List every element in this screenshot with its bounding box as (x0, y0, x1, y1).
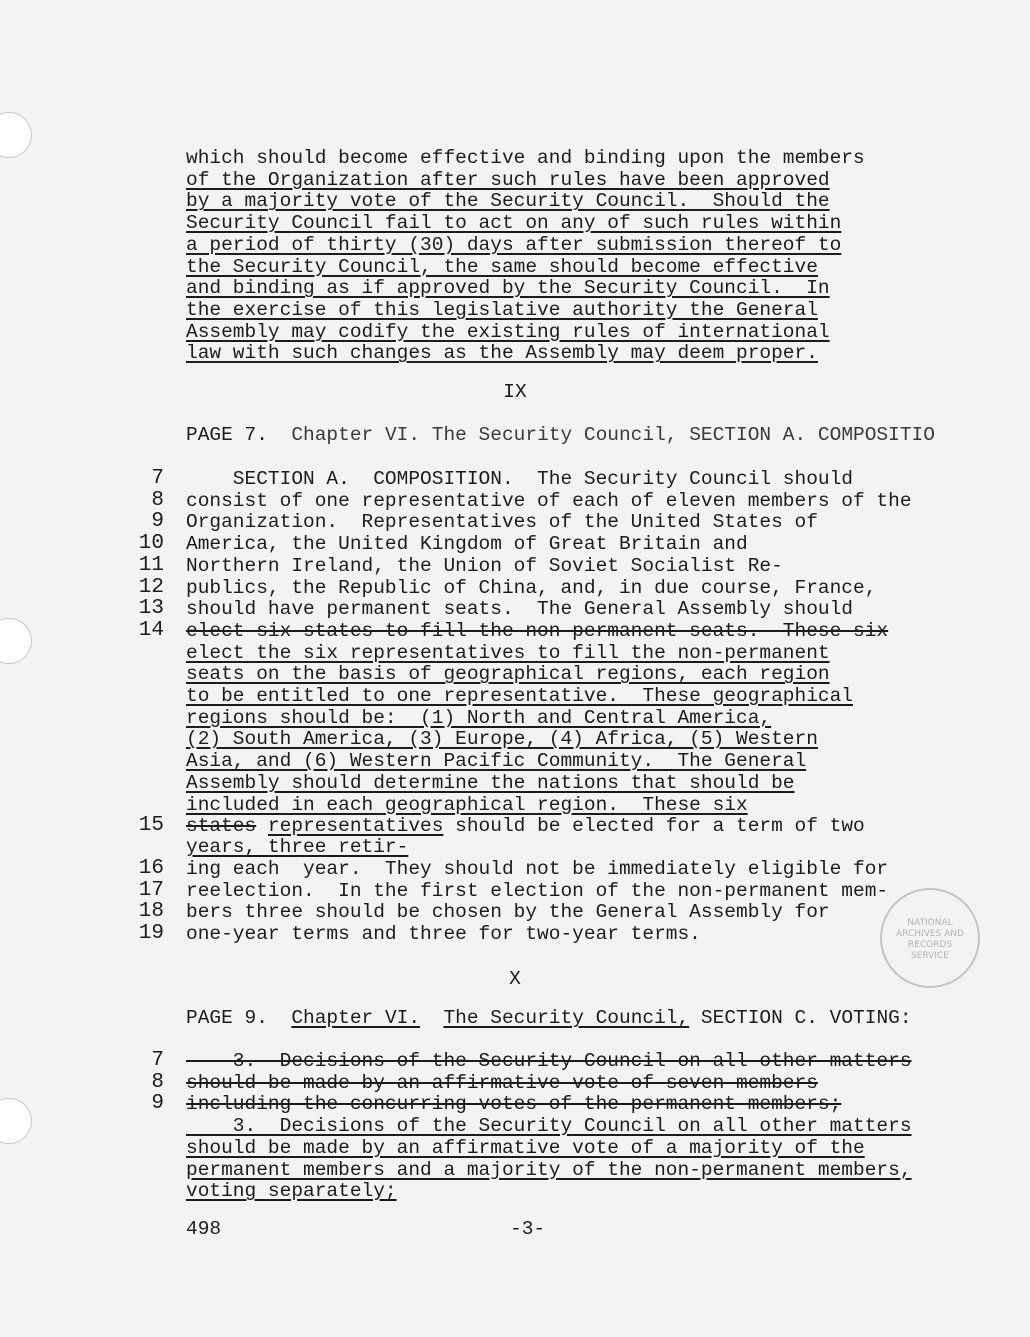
line-number: 12 (138, 575, 164, 599)
line-number: 13 (138, 597, 164, 621)
punch-hole (0, 618, 32, 664)
line-number: 19 (138, 922, 164, 946)
line-number: 8 (151, 1070, 164, 1094)
text-line: should-be-made-by-an-affirmative-vote-of-seven-members (186, 1071, 818, 1094)
text-line: voting separately; (186, 1180, 397, 1203)
page-number: -3- (510, 1218, 546, 1240)
text-line: the exercise of this legislative authority the General (186, 298, 818, 321)
text-line: Assembly may codify the existing rules of international (186, 320, 830, 343)
page9-label: PAGE 9. (186, 1007, 268, 1029)
line-number: 10 (138, 532, 164, 556)
text-line: publics, the Republic of China, and, in due course, France, (186, 576, 877, 599)
text-line: and binding as if approved by the Security Council. In (186, 277, 830, 300)
text-line: Security Council fail to act on any of such rules within (186, 212, 842, 235)
punch-hole (0, 1098, 32, 1144)
line-number: 15 (138, 814, 164, 837)
text-line: 3. Decisions of the Security Council on all other matters (186, 1115, 912, 1138)
text-line: (2) South America, (3) Europe, (4) Africa, (5) Western (186, 728, 818, 751)
line-number: 7 (151, 1049, 164, 1072)
text-line: included in each geographical region. These six (186, 793, 748, 816)
line-number: 9 (151, 510, 164, 534)
text-line: permanent members and a majority of the non-permanent members, (186, 1158, 912, 1181)
text-line: bers three should be chosen by the General Assembly for (186, 901, 830, 924)
line-number: 16 (138, 857, 164, 880)
section-heading-ix: IX (503, 381, 527, 403)
line-number: 11 (138, 553, 164, 577)
text-line: to be entitled to one representative. These geographical (186, 685, 854, 707)
text-line: should have permanent seats. The General Assembly should (186, 598, 854, 621)
line-number: 7 (151, 467, 164, 490)
text-line: which should become effective and binding upon the members (186, 147, 865, 169)
text-line: Assembly should determine the nations that should be (186, 771, 795, 794)
page9-section: SECTION C. VOTING: (700, 1007, 912, 1029)
line-text-continued: years, three retir- (186, 836, 409, 858)
text-line: consist of one representative of each of eleven members of the (186, 489, 912, 512)
punch-hole (0, 112, 32, 158)
text-line: reelection. In the first election of the non-permanent mem- (186, 879, 889, 902)
text-line: elect-six-states-to-fill-the-non-permanent-seats.--These-six (186, 619, 889, 642)
text-line: a period of thirty (30) days after submission thereof to (186, 233, 842, 256)
text-line: Asia, and (6) Western Pacific Community. The General (186, 750, 807, 773)
page9-council: The Security Council, (443, 1007, 690, 1029)
line-number: 8 (151, 488, 164, 512)
text-line: America, the United Kingdom of Great Britain and (186, 533, 748, 556)
line-text (186, 815, 865, 837)
text-line: 3.--Decisions-of-the-Security-Council-on-all-other-matters (186, 1050, 912, 1072)
text-line: ing each year. They should not be immediately eligible for (186, 858, 889, 880)
struck-word: states (186, 815, 257, 837)
text-line: Organization. Representatives of the United States of (186, 511, 818, 534)
text-line: should be made by an affirmative vote of a majority of the (186, 1136, 865, 1159)
text-line: the Security Council, the same should become effective (186, 255, 818, 278)
text-line: regions should be: (1) North and Central America, (186, 706, 772, 729)
line-rest: should be elected for a term of two (443, 815, 865, 837)
page9-reference (186, 1007, 912, 1029)
text-line: by a majority vote of the Security Council. Should the (186, 190, 830, 213)
archive-stamp: NATIONAL ARCHIVES AND RECORDS SERVICE (880, 888, 980, 988)
page7-reference (186, 424, 935, 446)
line-number: 9 (151, 1092, 164, 1116)
line-number: 14 (138, 618, 164, 642)
page7-label: PAGE 7. (186, 424, 268, 446)
text-line: elect the six representatives to fill the non-permanent (186, 641, 830, 664)
line-number: 17 (138, 878, 164, 902)
text-line: one-year terms and three for two-year terms. (186, 923, 701, 946)
text-line: Northern Ireland, the Union of Soviet Socialist Re- (186, 554, 783, 577)
text-line: including-the-concurring-votes-of-the-permanent-members; (186, 1093, 842, 1116)
text-line: seats on the basis of geographical regions, each region (186, 663, 830, 686)
page-code: 498 (186, 1218, 222, 1240)
section-heading-x: X (509, 968, 521, 990)
page7-chapter-ref: Chapter VI. The Security Council, SECTION A. COMPOSITIO (291, 424, 935, 446)
page9-chapter: Chapter VI. (291, 1007, 421, 1029)
inserted-word: representatives (267, 815, 444, 837)
text-line: SECTION A. COMPOSITION. The Security Council should (186, 468, 854, 490)
text-line: of the Organization after such rules have been approved (186, 168, 830, 191)
line-number: 18 (138, 900, 164, 924)
text-line: law with such changes as the Assembly may deem proper. (186, 342, 818, 365)
